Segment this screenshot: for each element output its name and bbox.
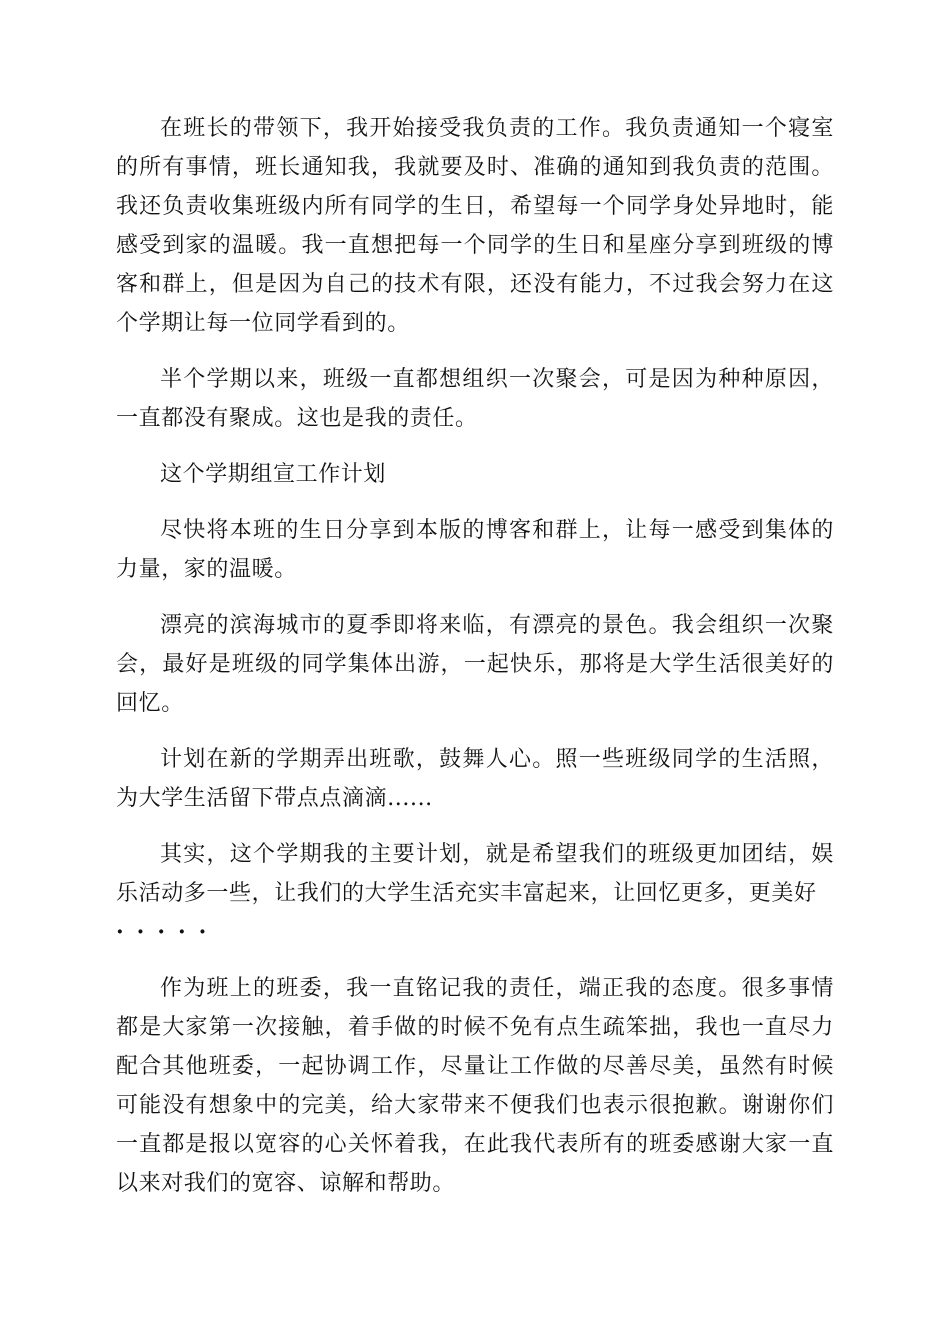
paragraph-plan-birthdays: 尽快将本班的生日分享到本版的博客和群上，让每一感受到集体的力量，家的温暖。 [116,518,834,582]
paragraph-main-plan [116,835,834,952]
paragraph-plan-outing: 漂亮的滨海城市的夏季即将来临，有漂亮的景色。我会组织一次聚会，最好是班级的同学集体出游，一起快乐，那将是大学生活很美好的回忆。 [116,613,834,716]
section-heading-plan: 这个学期组宣工作计划 [160,462,387,487]
paragraph-main-plan-text: 其实，这个学期我的主要计划，就是希望我们的班级更加团结，娱乐活动多一些，让我们的大学生活充实丰富起来，让回忆更多，更美好 [116,842,834,906]
paragraph-committee-thanks: 作为班上的班委，我一直铭记我的责任，端正我的态度。很多事情都是大家第一次接触，着手做的时候不免有点生疏笨拙，我也一直尽力配合其他班委，一起协调工作，尽量让工作做的尽善尽美，虽然有时候可能没有想象中的完美，给大家带来不便我们也表示很抱歉。谢谢你们一直都是报以宽容的心关怀着我，在此我代表所有的班委感谢大家一直以来对我们的宽容、谅解和帮助。 [116,976,834,1196]
paragraph-plan-song: 计划在新的学期弄出班歌，鼓舞人心。照一些班级同学的生活照，为大学生活留下带点点滴滴...... [116,747,834,811]
ellipsis-dots: ····· [116,919,220,945]
document-body [116,109,834,1220]
paragraph-duties: 在班长的带领下，我开始接受我负责的工作。我负责通知一个寝室的所有事情，班长通知我，我就要及时、准确的通知到我负责的范围。我还负责收集班级内所有同学的生日，希望每一个同学身处异地时，能感受到家的温暖。我一直想把每一个同学的生日和星座分享到班级的博客和群上，但是因为自己的技术有限，还没有能力，不过我会努力在这个学期让每一位同学看到的。 [116,116,834,336]
paragraph-gathering: 半个学期以来，班级一直都想组织一次聚会，可是因为种种原因，一直都没有聚成。这也是我的责任。 [116,367,834,431]
